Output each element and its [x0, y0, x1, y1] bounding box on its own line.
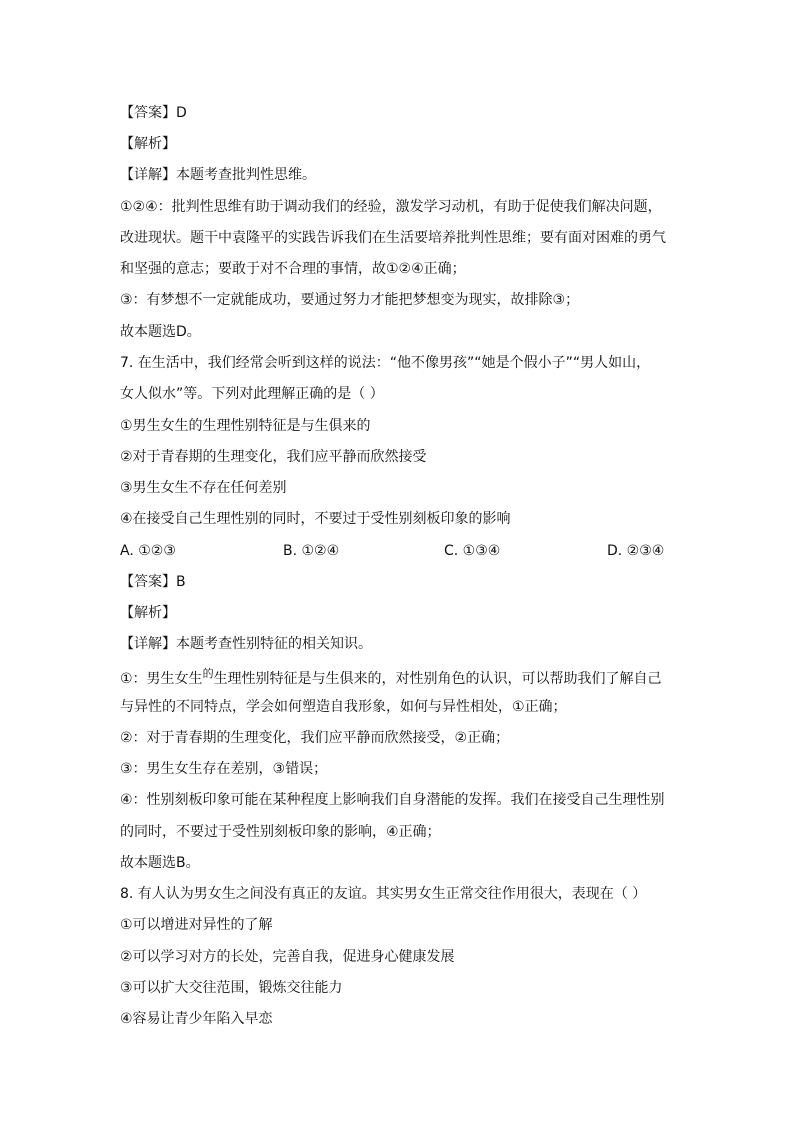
q7-explanation-line: ③：男生女生存在差别，③错误； [120, 761, 328, 777]
q7-explanation-text: 生理性别特征是与生俱来的，对性别角色的认识，可以帮助我们了解自己 [213, 671, 662, 687]
q7-explanation-line: ②：对于青春期的生理变化，我们应平静而欣然接受，②正确； [120, 730, 510, 746]
q7-statement: ①男生女生的生理性别特征是与生俱来的 [120, 418, 371, 434]
q7-stem: 女人似水”等。下列对此理解正确的是（ ） [120, 386, 384, 402]
q7-statement: ②对于青春期的生理变化，我们应平静而欣然接受 [120, 449, 427, 465]
q7-explanation-line: 的同时，不要过于受性别刻板印象的影响，④正确； [120, 824, 441, 840]
q6-conclusion: 故本题选D。 [120, 324, 201, 340]
q7-stem: 7. 在生活中，我们经常会听到这样的说法：“他不像男孩”“她是个假小子”“男人如山， [120, 355, 651, 371]
q6-explanation-line: ①②④：批判性思维有助于调动我们的经验，激发学习动机，有助于促使我们解决问题， [120, 199, 662, 215]
q7-statement: ③男生女生不存在任何差别 [120, 480, 287, 496]
q6-explanation-line: 改进现状。题干中袁隆平的实践告诉我们在生活要培养批判性思维；要有面对困难的勇气 [120, 230, 666, 246]
q8-statement: ②可以学习对方的长处，完善自我，促进身心健康发展 [120, 949, 455, 965]
q7-explanation-line [120, 669, 680, 690]
q7-analysis-heading: 【解析】 [120, 605, 176, 621]
q6-detail-heading: 【详解】本题考查批判性思维。 [120, 167, 316, 183]
q7-explanation-line: 与异性的不同特点，学会如何塑造自我形象，如何与异性相处，①正确； [120, 699, 567, 715]
q7-option-d: D. ②③④ [607, 543, 665, 559]
q6-explanation-line: ③：有梦想不一定就能成功，要通过努力才能把梦想变为现实，故排除③； [120, 292, 580, 308]
q8-statement: ①可以增进对异性的了解 [120, 917, 273, 933]
q7-detail-heading: 【详解】本题考查性别特征的相关知识。 [120, 636, 372, 652]
q7-option-a: A. ①②③ [120, 543, 176, 559]
q8-statement: ④容易让青少年陷入早恋 [120, 1011, 273, 1027]
q7-explanation-superscript: 的 [202, 667, 214, 680]
q6-answer: 【答案】D [120, 105, 187, 121]
q6-explanation-line: 和坚强的意志；要敢于对不合理的事情，故①②④正确； [120, 261, 466, 277]
q7-explanation-text: ①：男生女生 [120, 671, 203, 687]
q7-option-b: B. ①②④ [283, 543, 340, 559]
q7-conclusion: 故本题选B。 [120, 855, 200, 871]
q8-stem: 8. 有人认为男女生之间没有真正的友谊。其实男女生正常交往作用很大，表现在（ ） [120, 886, 647, 902]
q7-answer: 【答案】B [120, 574, 186, 590]
q7-option-c: C. ①③④ [444, 543, 501, 559]
q8-statement: ③可以扩大交往范围，锻炼交往能力 [120, 980, 343, 996]
q7-statement: ④在接受自己生理性别的同时，不要过于受性别刻板印象的影响 [120, 511, 511, 527]
q7-explanation-line: ④：性别刻板印象可能在某种程度上影响我们自身潜能的发挥。我们在接受自己生理性别 [120, 792, 665, 808]
q6-analysis-heading: 【解析】 [120, 136, 176, 152]
